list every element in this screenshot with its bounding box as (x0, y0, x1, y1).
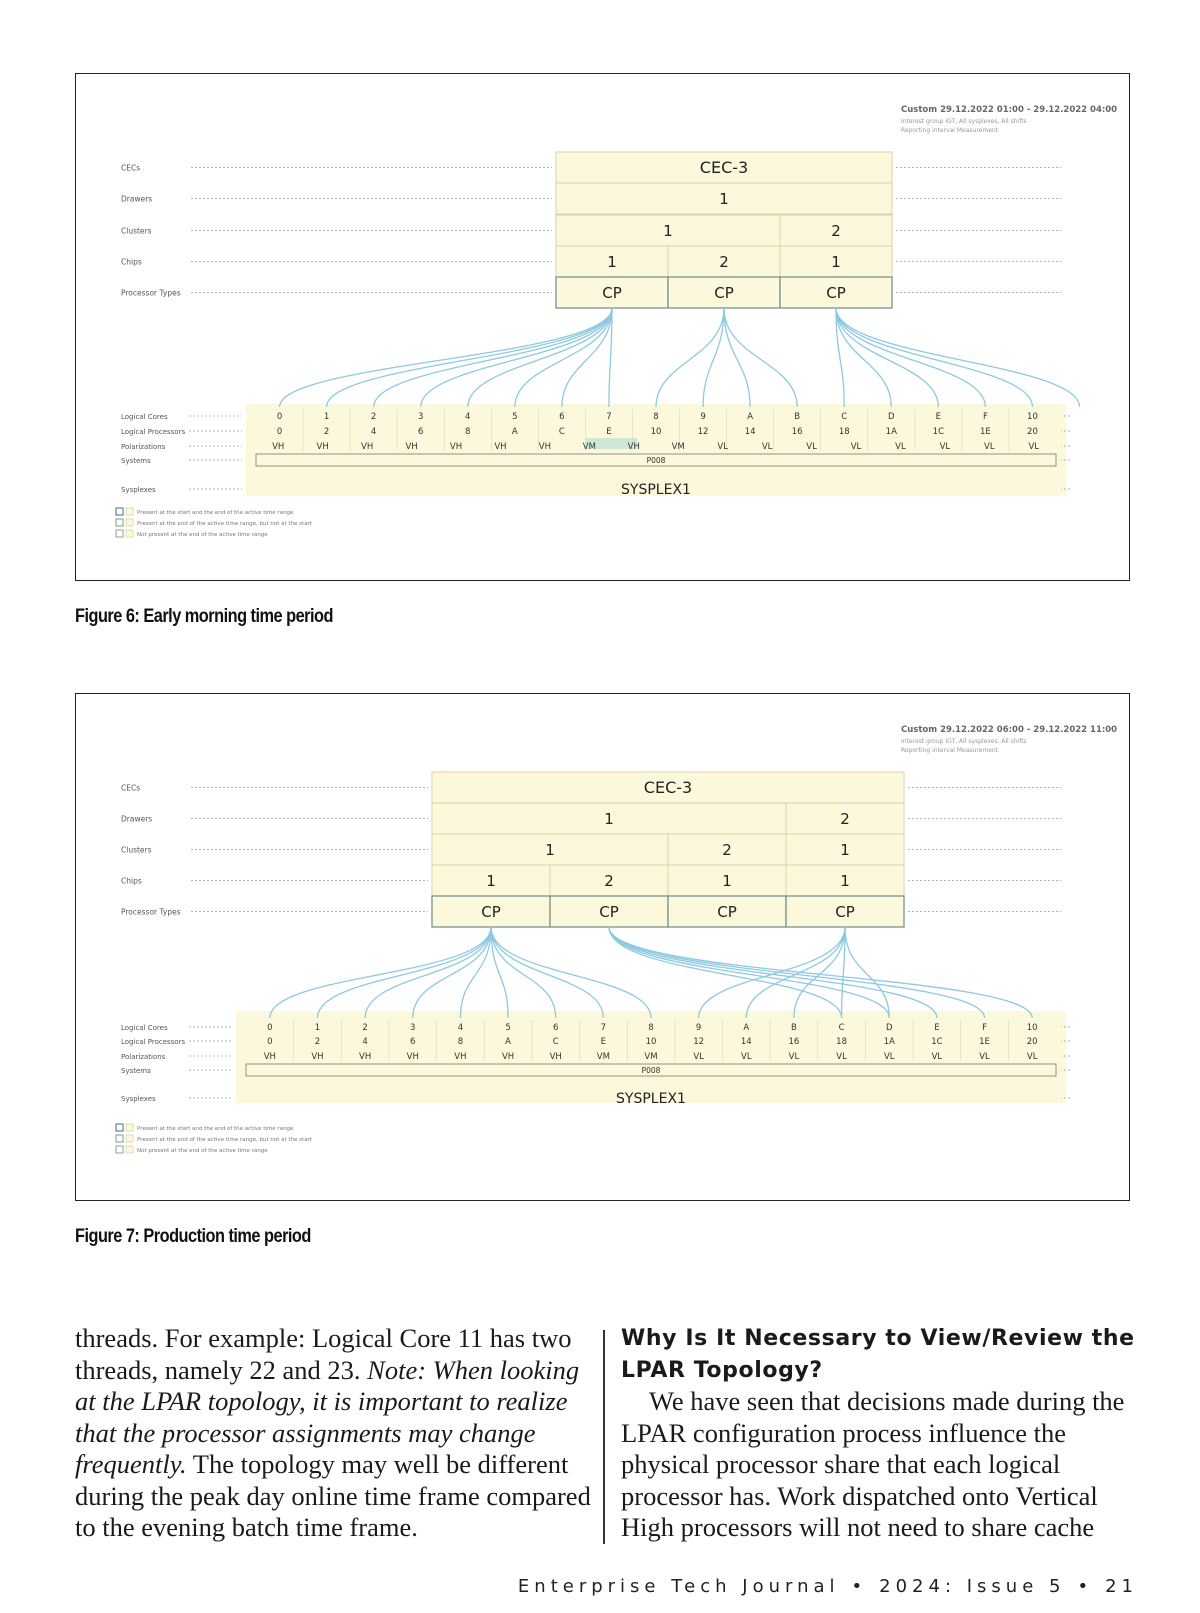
core-link (845, 927, 889, 1018)
legend-swatch (116, 508, 123, 515)
core-link (609, 927, 1032, 1018)
drawer-cell: 2 (840, 810, 850, 828)
logical-processor: A (505, 1037, 511, 1047)
page-footer: Enterprise Tech Journal • 2024: Issue 5 • 21 (517, 1576, 1138, 1597)
figure-6-caption: Figure 6: Early morning time period (75, 606, 333, 627)
logical-processor: 10 (645, 1037, 657, 1047)
row-label: Processor Types (121, 907, 181, 917)
cluster-cell: 1 (840, 841, 850, 859)
core-link (421, 308, 612, 407)
logical-processor: 8 (457, 1037, 464, 1047)
logical-processor: 0 (267, 1037, 273, 1047)
row-label: Processor Types (121, 288, 181, 298)
cluster-cell: 1 (663, 222, 673, 240)
row-label: Clusters (121, 845, 152, 855)
logical-core: 8 (653, 412, 659, 422)
logical-processor: 4 (370, 427, 377, 437)
polarization: VH (406, 1052, 419, 1062)
row-label: Logical Cores (121, 1024, 168, 1032)
logical-processor: 8 (465, 427, 471, 437)
logical-core: 5 (512, 412, 518, 422)
core-link (836, 308, 938, 407)
topology-svg (76, 694, 1129, 1200)
page-number: 21 (1105, 1576, 1138, 1597)
logical-processor: 16 (788, 1037, 800, 1047)
polarization: VL (883, 1052, 895, 1062)
processor-type-cell: CP (714, 284, 734, 302)
cec-label: CEC-3 (699, 158, 749, 177)
core-link (724, 308, 797, 407)
polarization: VH (405, 442, 418, 452)
logical-processor: A (511, 427, 518, 437)
article-right-column (621, 1323, 1141, 1544)
legend-text: Not present at the end of the active time range (137, 1148, 268, 1154)
legend-swatch (126, 530, 133, 537)
row-label: Logical Processors (121, 428, 186, 436)
logical-processor: 16 (791, 427, 803, 437)
logical-core: 5 (505, 1023, 511, 1033)
legend-text: Present at the start and the end of the active time range (137, 510, 294, 516)
logical-processor: 14 (740, 1037, 752, 1047)
polarization: VL (984, 442, 995, 452)
processor-type-cell: CP (717, 903, 737, 921)
logical-core: 7 (600, 1023, 607, 1033)
chip-cell: 2 (719, 253, 729, 271)
interest-group-label: Interest group IGT, All sysplexes, All shifts (901, 118, 1027, 125)
logical-processor: E (606, 427, 612, 437)
polarization: VL (979, 1052, 990, 1062)
legend-text: Present at the end of the active time range, but not at the start (137, 1137, 312, 1143)
logical-core: F (982, 412, 988, 422)
polarization: VM (582, 442, 596, 452)
logical-processor: 12 (697, 427, 709, 437)
article-left-column (75, 1323, 595, 1544)
journal-name: Enterprise Tech Journal (517, 1576, 840, 1597)
polarization: VL (717, 442, 728, 452)
logical-core: C (841, 412, 848, 422)
core-link (491, 927, 556, 1018)
polarization: VL (788, 1052, 800, 1062)
logical-processor: 2 (314, 1037, 321, 1047)
polarization: VL (836, 1052, 847, 1062)
row-label: Polarizations (121, 1053, 166, 1061)
logical-core: E (935, 412, 942, 422)
polarization: VH (449, 442, 463, 452)
chip-cell: 1 (607, 253, 617, 271)
logical-core: 1 (323, 412, 330, 422)
logical-processor: 1C (931, 1037, 943, 1047)
sysplex-label: SYSPLEX1 (621, 482, 691, 498)
logical-processor: E (600, 1037, 607, 1047)
system-label: P008 (641, 1066, 661, 1075)
core-link (491, 927, 651, 1018)
polarization: VL (1028, 442, 1040, 452)
legend-swatch (126, 508, 133, 515)
logical-processor: 6 (417, 427, 424, 437)
legend-swatch (116, 519, 123, 526)
polarization: VL (761, 442, 773, 452)
logical-core: B (794, 412, 801, 422)
processor-type-cell: CP (602, 284, 622, 302)
cluster-cell: 2 (722, 841, 732, 859)
polarization: VL (693, 1052, 704, 1062)
figure-7-caption: Figure 7: Production time period (75, 1226, 311, 1247)
core-link (365, 927, 491, 1018)
row-label: Drawers (121, 194, 153, 204)
row-label: CECs (121, 163, 141, 173)
chip-cell: 2 (604, 872, 614, 890)
logical-core: 9 (695, 1023, 702, 1033)
polarization: VL (1026, 1052, 1038, 1062)
logical-core: 0 (267, 1023, 273, 1033)
logical-processor: 0 (276, 427, 283, 437)
polarization: VL (895, 442, 906, 452)
body-text: The topology may well be different during the peak day online time frame compared to the evening batch time frame. (75, 1449, 591, 1542)
legend-text: Present at the end of the active time range, but not at the start (137, 521, 312, 527)
logical-processor: 4 (362, 1037, 368, 1047)
time-range-title: Custom 29.12.2022 06:00 - 29.12.2022 11:00 (901, 725, 1118, 735)
drawer-cell: 1 (719, 190, 729, 208)
body-text: threads. For example: Logical Core 11 has two threads, namely 22 and 23. (75, 1323, 572, 1385)
logical-core: 6 (552, 1023, 559, 1033)
polarization: VH (549, 1052, 562, 1062)
figure-6-diagram (75, 73, 1130, 581)
legend-swatch (126, 519, 133, 526)
logical-processor: 2 (323, 427, 330, 437)
row-label: Clusters (121, 226, 152, 236)
row-label: Drawers (121, 814, 153, 824)
logical-core: E (934, 1023, 940, 1033)
logical-processor: 1A (885, 427, 897, 437)
note-text: Note: When looking at the LPAR topology, it is important to realize that the processor assignments may change frequently. (75, 1354, 580, 1479)
logical-core: 9 (700, 412, 706, 422)
row-label: Logical Cores (121, 413, 168, 421)
legend-swatch (126, 1124, 133, 1131)
core-link (703, 308, 724, 407)
logical-core: 10 (1027, 412, 1038, 422)
logical-core: 2 (362, 1023, 368, 1033)
processor-type-cell: CP (599, 903, 619, 921)
logical-core: 4 (465, 412, 471, 422)
logical-core: 3 (410, 1023, 416, 1033)
logical-core: A (747, 412, 754, 422)
drawer-cell: 1 (604, 810, 614, 828)
row-label: Polarizations (121, 443, 166, 451)
polarization: VH (494, 442, 507, 452)
cec-label: CEC-3 (643, 778, 693, 797)
logical-core: 6 (559, 412, 565, 422)
polarization: VL (850, 442, 862, 452)
logical-core: D (885, 1023, 893, 1033)
legend-text: Not present at the end of the active time range (137, 532, 268, 538)
reporting-interval-label: Reporting interval Measurement (901, 747, 999, 754)
core-link (280, 308, 612, 407)
row-label: Chips (121, 257, 142, 267)
chip-cell: 1 (840, 872, 850, 890)
logical-core: 0 (276, 412, 283, 422)
logical-core: A (743, 1023, 750, 1033)
logical-processor: 20 (1027, 427, 1038, 437)
polarization: VH (316, 442, 329, 452)
legend-swatch (116, 1146, 123, 1153)
logical-processor: C (552, 1037, 559, 1047)
processor-type-cell: CP (826, 284, 846, 302)
polarization: VL (931, 1052, 943, 1062)
system-label: P008 (646, 456, 666, 465)
core-link (724, 308, 750, 407)
logical-processor: 18 (838, 427, 850, 437)
row-label: Sysplexes (121, 1095, 156, 1103)
logical-processor: 1E (979, 1037, 990, 1047)
processor-type-cell: CP (835, 903, 855, 921)
logical-core: 10 (1026, 1023, 1038, 1033)
polarization: VH (361, 442, 374, 452)
logical-core: 3 (417, 412, 424, 422)
chip-cell: 1 (486, 872, 496, 890)
figure-7-diagram (75, 693, 1130, 1201)
logical-processor: C (558, 427, 565, 437)
polarization: VM (644, 1052, 658, 1062)
logical-core: C (838, 1023, 845, 1033)
polarization: VH (538, 442, 551, 452)
logical-core: D (888, 412, 895, 422)
core-link (609, 927, 889, 1018)
logical-core: 4 (457, 1023, 464, 1033)
logical-processor: 6 (410, 1037, 416, 1047)
core-link (317, 927, 491, 1018)
cluster-cell: 1 (545, 841, 555, 859)
logical-core: 1 (314, 1023, 321, 1033)
legend-swatch (126, 1135, 133, 1142)
processor-type-cell: CP (481, 903, 501, 921)
polarization: VL (939, 442, 951, 452)
logical-processor: 18 (836, 1037, 848, 1047)
polarization: VH (454, 1052, 467, 1062)
logical-core: 2 (370, 412, 377, 422)
row-label: Sysplexes (121, 486, 156, 494)
chip-cell: 1 (831, 253, 841, 271)
logical-core: 8 (648, 1023, 654, 1033)
row-label: Systems (121, 457, 151, 465)
interest-group-label: Interest group IGT, All sysplexes, All shifts (901, 738, 1027, 745)
topology-svg (76, 74, 1129, 580)
legend-swatch (126, 1146, 133, 1153)
body-text: We have seen that decisions made during the LPAR configuration process influence the physical processor share that each logical processor has. Work dispatched onto Vertical High processors will not need to share cache (621, 1386, 1125, 1542)
polarization: VH (272, 442, 285, 452)
logical-processor: 1E (980, 427, 991, 437)
core-link (699, 927, 845, 1018)
core-link (374, 308, 612, 407)
logical-processor: 1C (932, 427, 945, 437)
logical-processor: 14 (744, 427, 756, 437)
core-link (836, 308, 985, 407)
core-link (270, 927, 491, 1018)
row-label: Chips (121, 876, 142, 886)
core-link (468, 308, 612, 407)
logical-processor: 10 (650, 427, 662, 437)
row-label: CECs (121, 783, 141, 793)
polarization: VH (263, 1052, 276, 1062)
polarization: VH (627, 442, 640, 452)
section-heading: Why Is It Necessary to View/Review the LPAR Topology? (621, 1326, 1135, 1383)
polarization: VH (501, 1052, 515, 1062)
cluster-cell: 2 (831, 222, 841, 240)
logical-core: F (982, 1023, 987, 1033)
reporting-interval-label: Reporting interval Measurement (901, 127, 999, 134)
row-label: Logical Processors (121, 1038, 186, 1046)
polarization: VL (741, 1052, 752, 1062)
logical-core: 7 (606, 412, 612, 422)
chip-cell: 1 (722, 872, 732, 890)
issue-label: 2024: Issue 5 (879, 1576, 1066, 1597)
legend-text: Present at the start and the end of the active time range (137, 1126, 294, 1132)
column-divider (603, 1330, 605, 1544)
logical-processor: 20 (1026, 1037, 1038, 1047)
polarization: VM (671, 442, 685, 452)
logical-processor: 1A (883, 1037, 895, 1047)
polarization: VL (806, 442, 817, 452)
polarization: VM (596, 1052, 610, 1062)
core-link (327, 308, 612, 407)
core-link (413, 927, 491, 1018)
sysplex-label: SYSPLEX1 (616, 1091, 686, 1107)
legend-swatch (116, 1135, 123, 1142)
legend-swatch (116, 1124, 123, 1131)
logical-processor: 12 (693, 1037, 705, 1047)
polarization: VH (359, 1052, 372, 1062)
time-range-title: Custom 29.12.2022 01:00 - 29.12.2022 04:00 (901, 105, 1118, 115)
legend-swatch (116, 530, 123, 537)
core-link (836, 308, 1080, 407)
logical-core: B (791, 1023, 797, 1033)
polarization: VH (311, 1052, 324, 1062)
row-label: Systems (121, 1067, 151, 1075)
